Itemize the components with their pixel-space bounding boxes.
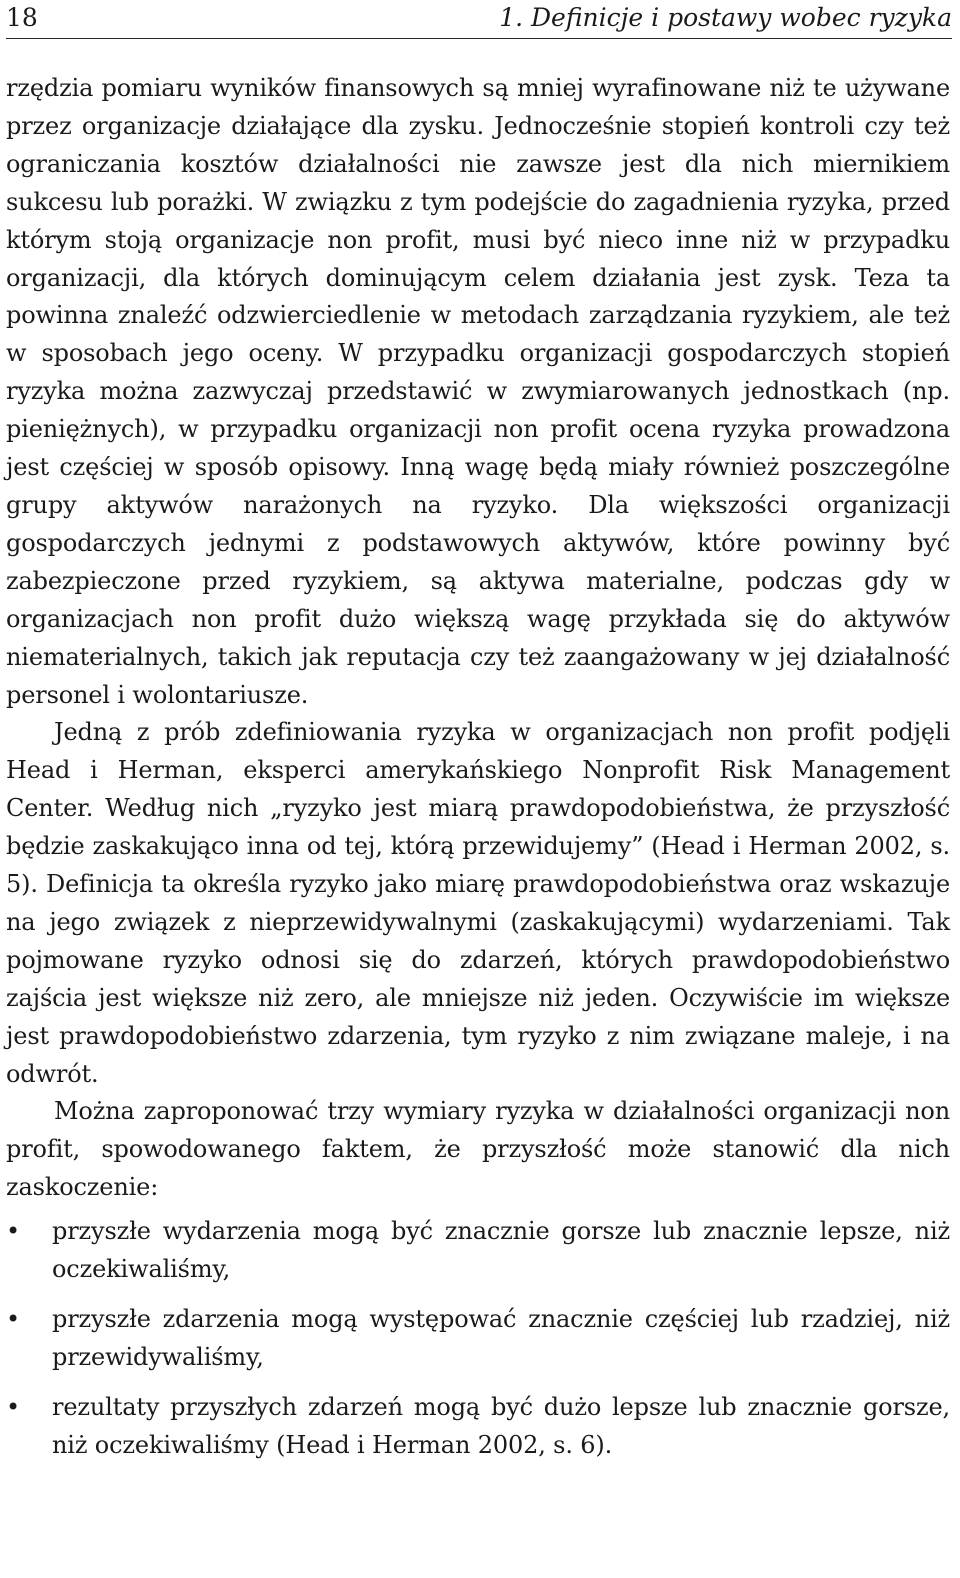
list-item-text: przyszłe zdarzenia mogą występować znacznie częściej lub rzadziej, niż przewidywaliśmy, — [52, 1305, 950, 1371]
page-header — [6, 0, 952, 39]
paragraph: Jedną z prób zdefiniowania ryzyka w organizacjach non profit podjęli Head i Herman, eksperci amerykańskiego Nonprofit Risk Management Center. Według nich „ryzyko jest miarą prawdopodobieństwa, że przyszłość będzie zaskakująco inna od tej, którą przewidujemy” (Head i Herman 2002, s. 5). Definicja ta określa ryzyko jako miarę prawdopodobieństwa oraz wskazuje na jego związek z nieprzewidywalnymi (zaskakującymi) wydarzeniami. Tak pojmowane ryzyko odnosi się do zdarzeń, których prawdopodobieństwo zajścia jest większe niż zero, ale mniejsze niż jeden. Oczywiście im większe jest prawdopodobieństwo zdarzenia, tym ryzyko z nim związane maleje, i na odwrót. — [6, 718, 950, 1088]
bullet-list — [6, 1213, 950, 1464]
list-item-text: przyszłe wydarzenia mogą być znacznie gorsze lub znacznie lepsze, niż oczekiwaliśmy, — [52, 1217, 950, 1284]
list-item-text: rezultaty przyszłych zdarzeń mogą być dużo lepsze lub znacznie gorsze, niż oczekiwaliśmy (Head i Herman 2002, s. 6). — [52, 1392, 950, 1459]
list-item — [6, 1301, 950, 1377]
bullet-icon: • — [6, 1217, 21, 1246]
paragraph: rzędzia pomiaru wyników finansowych są mniej wyrafinowane niż te używane przez organizacje działające dla zysku. Jednocześnie stopień kontroli czy też ograniczania kosztów działalności nie zawsze jest dla nich miernikiem sukcesu lub porażki. W związku z tym podejście do zagadnienia ryzyka, przed którym stoją organizacje non profit, musi być nieco inne niż w przypadku organizacji, dla których dominującym celem działania jest zysk. Teza ta powinna znaleźć odzwierciedlenie w metodach zarządzania ryzykiem, ale też w sposobach jego oceny. W przypadku organizacji gospodarczych stopień ryzyka można zazwyczaj przedstawić w zwymiarowanych jednostkach (np. pieniężnych), w przypadku organizacji non profit ocena ryzyka prowadzona jest częściej w sposób opisowy. Inną wagę będą miały również poszczególne grupy aktywów narażonych na ryzyko. Dla większości organizacji gospodarczych jednymi z podstawowych aktywów, które powinny być zabezpieczone przed ryzykiem, są aktywa materialne, podczas gdy w organizacjach non profit dużo większą wagę przykłada się do aktywów niematerialnych, takich jak reputacja czy też zaangażowany w jej działalność personel i wolontariusze. — [6, 74, 950, 709]
list-item — [6, 1389, 950, 1465]
running-head: 1. Definicje i postawy wobec ryzyka — [499, 3, 952, 32]
body-text — [6, 70, 950, 1477]
bullet-icon: • — [6, 1305, 21, 1333]
page-number: 18 — [6, 3, 38, 32]
list-item — [6, 1213, 950, 1289]
paragraph: Można zaproponować trzy wymiary ryzyka w działalności organizacji non profit, spowodowanego faktem, że przyszłość może stanowić dla nich zaskoczenie: — [6, 1097, 950, 1202]
bullet-icon: • — [6, 1392, 21, 1421]
